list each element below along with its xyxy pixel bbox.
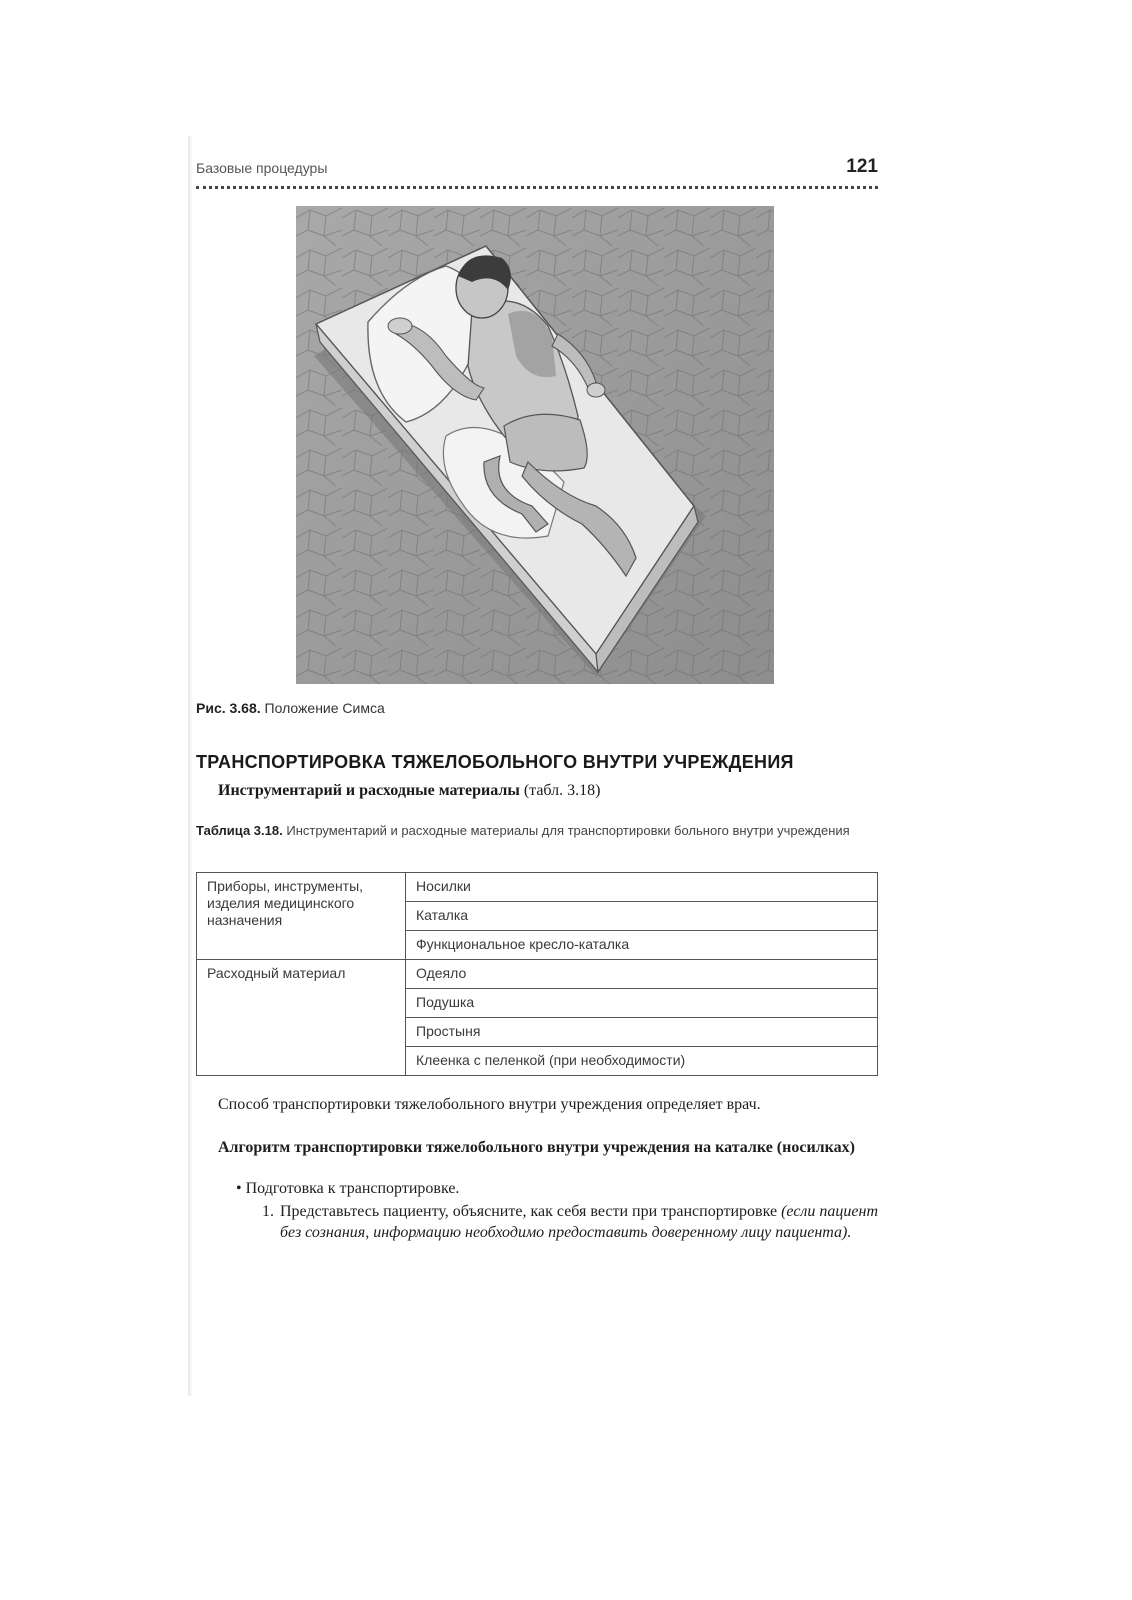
table-item-cell: Подушка [406, 989, 878, 1018]
table-item-cell: Носилки [406, 873, 878, 902]
step-1-body [262, 1201, 878, 1243]
bullet-preparation: • Подготовка к транспортировке. [236, 1180, 460, 1197]
figure-sims-position [296, 206, 774, 684]
paragraph-algorithm-heading: Алгоритм транспортировки тяжелобольного внутри учреждения на каталке (носилках) [218, 1139, 855, 1156]
table-item-cell: Простыня [406, 1018, 878, 1047]
sims-position-illustration [296, 206, 774, 684]
table-caption [196, 822, 878, 839]
table-item-cell: Каталка [406, 902, 878, 931]
step-1-number: 1. [262, 1203, 274, 1220]
table-category-cell: Приборы, инструменты, изделия медицинского назначения [197, 873, 406, 960]
table-row [197, 960, 878, 989]
patient-skirt [504, 414, 587, 471]
running-head: Базовые процедуры [196, 160, 328, 176]
table-item-cell: Клеенка с пеленкой (при необходимости) [406, 1047, 878, 1076]
figure-caption-label: Рис. 3.68. [196, 700, 261, 716]
table-item-cell: Функциональное кресло-каталка [406, 931, 878, 960]
step-1 [262, 1201, 878, 1243]
header-rule [196, 186, 878, 189]
materials-table [196, 872, 878, 1076]
section-subhead [218, 782, 600, 800]
subhead-bold: Инструментарий и расходные материалы [218, 782, 520, 799]
bullet-preparation-text: Подготовка к транспортировке. [245, 1180, 460, 1197]
scan-edge [188, 136, 192, 1396]
table-item-cell: Одеяло [406, 960, 878, 989]
table-row [197, 873, 878, 902]
table-category-cell: Расходный материал [197, 960, 406, 1076]
table-caption-text: Инструментарий и расходные материалы для транспортировки больного внутри учреждения [286, 823, 850, 838]
figure-caption [196, 700, 385, 716]
figure-caption-text: Положение Симса [264, 700, 385, 716]
step-1-text: Представьтесь пациенту, объясните, как себя вести при транспортировке [280, 1203, 778, 1220]
patient-hand-back [587, 383, 605, 397]
subhead-table-ref: (табл. 3.18) [523, 782, 601, 799]
table-caption-label: Таблица 3.18. [196, 823, 283, 838]
step-1-italic-text: (если пациент без сознания, информацию необходимо предоставить доверенному лицу пациента). [280, 1203, 878, 1241]
paragraph-transport-method: Способ транспортировки тяжелобольного внутри учреждения определяет врач. [218, 1096, 761, 1113]
page-number: 121 [846, 156, 878, 177]
patient-hand-front [388, 318, 412, 334]
section-title: ТРАНСПОРТИРОВКА ТЯЖЕЛОБОЛЬНОГО ВНУТРИ УЧРЕЖДЕНИЯ [196, 752, 794, 772]
